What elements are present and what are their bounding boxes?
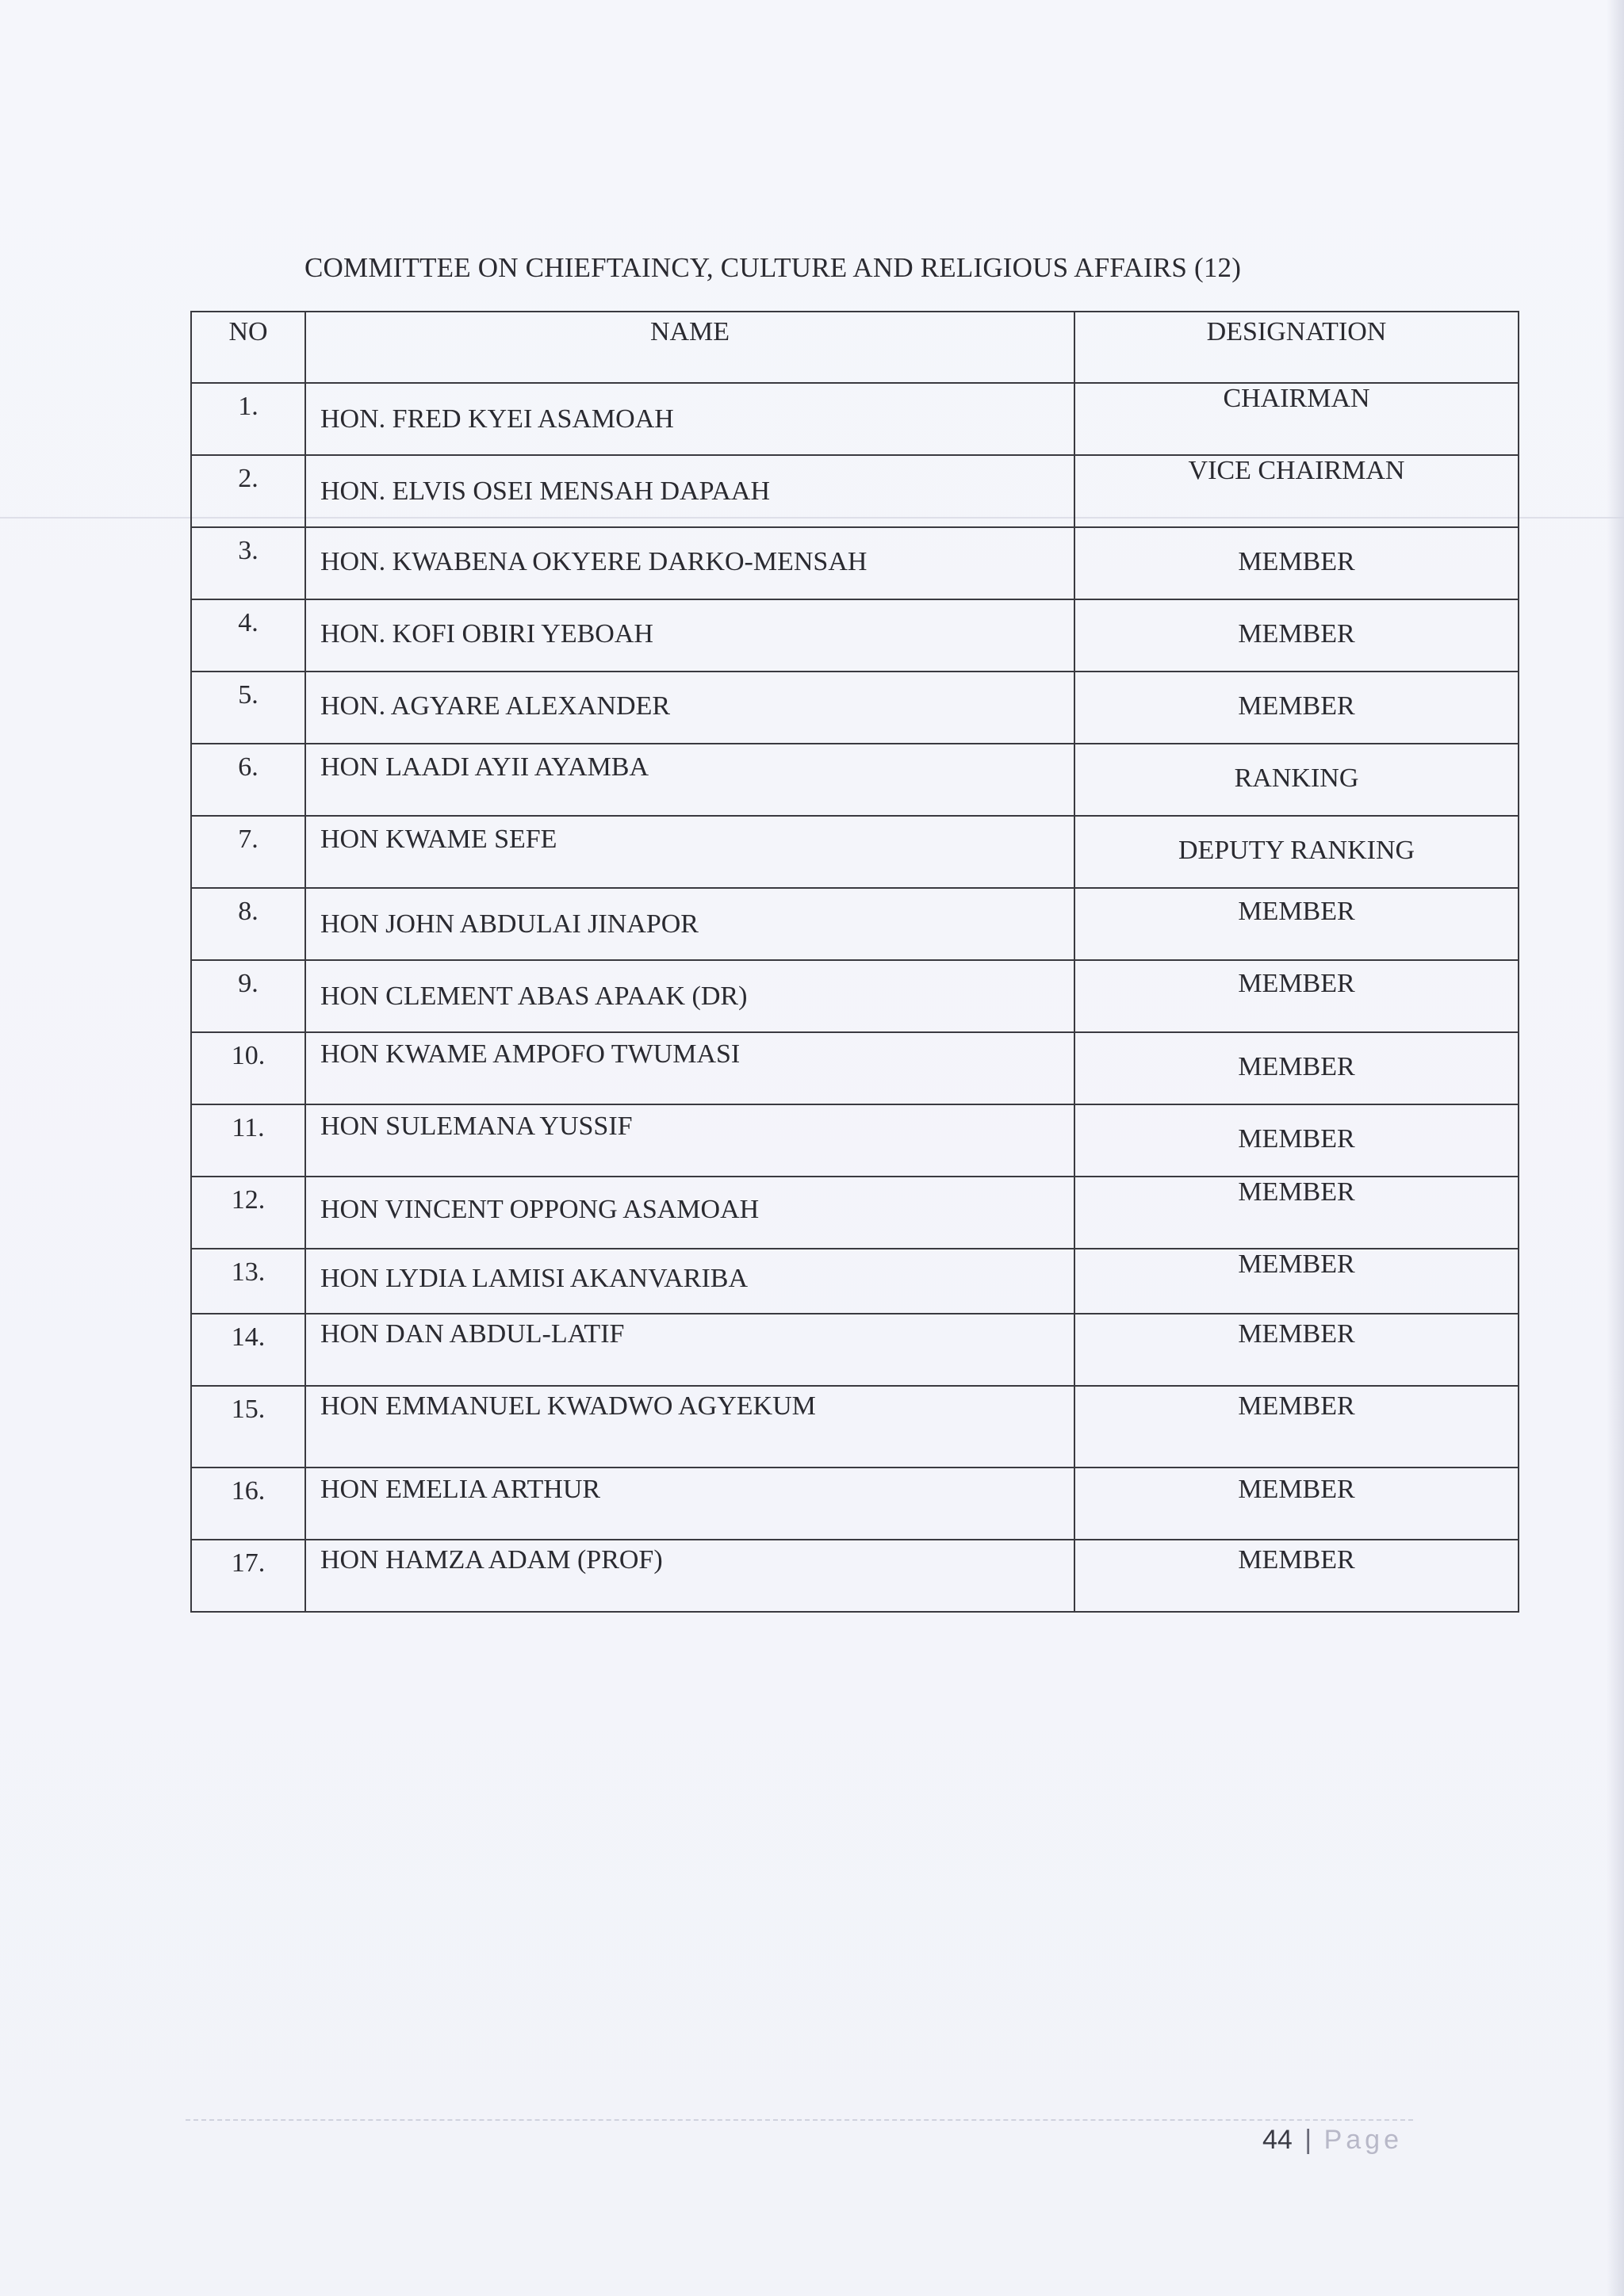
- row-number: 4.: [238, 608, 259, 637]
- table-row: [191, 888, 1519, 960]
- page-title: COMMITTEE ON CHIEFTAINCY, CULTURE AND RELIGIOUS AFFAIRS (12): [304, 252, 1242, 283]
- committee-table: [190, 311, 1519, 1613]
- member-name: HON. FRED KYEI ASAMOAH: [320, 404, 674, 434]
- row-number: 17.: [231, 1548, 266, 1578]
- row-number: 13.: [231, 1257, 266, 1287]
- table-row: [191, 1177, 1519, 1249]
- row-number: 14.: [231, 1322, 266, 1352]
- table-row: [191, 960, 1519, 1032]
- member-designation: MEMBER: [1238, 1052, 1355, 1081]
- member-designation: DEPUTY RANKING: [1178, 836, 1415, 865]
- table-row: [191, 1032, 1519, 1104]
- member-name: HON CLEMENT ABAS APAAK (DR): [320, 982, 748, 1011]
- page-edge-shadow: [1607, 0, 1624, 2296]
- member-name: HON LAADI AYII AYAMBA: [320, 752, 649, 782]
- page-number-value: 44: [1262, 2125, 1293, 2155]
- table-row: [191, 1468, 1519, 1540]
- table-row: [191, 672, 1519, 744]
- header-designation: [1074, 312, 1519, 383]
- table-row: [191, 383, 1519, 455]
- page-number-separator: |: [1304, 2125, 1312, 2155]
- table-row: [191, 744, 1519, 816]
- header-designation-label: DESIGNATION: [1206, 317, 1387, 346]
- member-name: HON. KWABENA OKYERE DARKO-MENSAH: [320, 547, 868, 576]
- member-name: HON DAN ABDUL-LATIF: [320, 1319, 625, 1349]
- member-name: HON. ELVIS OSEI MENSAH DAPAAH: [320, 476, 771, 506]
- member-name: HON. AGYARE ALEXANDER: [320, 691, 671, 721]
- member-designation: MEMBER: [1238, 897, 1355, 926]
- row-number: 9.: [238, 969, 259, 998]
- row-number: 15.: [231, 1395, 266, 1424]
- page-word: Page: [1323, 2125, 1403, 2155]
- member-designation: MEMBER: [1238, 1177, 1355, 1207]
- table-row: [191, 455, 1519, 527]
- member-name: HON. KOFI OBIRI YEBOAH: [320, 619, 653, 649]
- member-name: HON EMELIA ARTHUR: [320, 1475, 601, 1504]
- row-number: 1.: [238, 392, 259, 421]
- header-name-label: NAME: [649, 317, 730, 346]
- row-number: 6.: [238, 752, 259, 782]
- table-row: [191, 816, 1519, 888]
- member-name: HON KWAME AMPOFO TWUMASI: [320, 1039, 741, 1069]
- table-row: [191, 1249, 1519, 1314]
- member-designation: MEMBER: [1238, 1124, 1355, 1154]
- row-number: 12.: [231, 1185, 266, 1215]
- row-number: 5.: [238, 680, 259, 710]
- row-number: 3.: [238, 536, 259, 565]
- member-name: HON JOHN ABDULAI JINAPOR: [320, 909, 699, 939]
- row-number: 2.: [238, 464, 259, 493]
- member-designation: CHAIRMAN: [1223, 384, 1370, 413]
- header-no-label: NO: [228, 317, 268, 346]
- row-number: 7.: [238, 825, 259, 854]
- header-row: [191, 312, 1519, 383]
- footer-divider: [186, 2119, 1413, 2121]
- member-name: HON KWAME SEFE: [320, 825, 557, 854]
- member-designation: MEMBER: [1238, 691, 1355, 721]
- table-row: [191, 599, 1519, 672]
- page-number: [1262, 2125, 1403, 2156]
- member-designation: MEMBER: [1238, 1475, 1355, 1504]
- member-name: HON HAMZA ADAM (PROF): [320, 1545, 663, 1575]
- member-designation: MEMBER: [1238, 619, 1355, 649]
- member-name: HON LYDIA LAMISI AKANVARIBA: [320, 1264, 749, 1293]
- member-designation: VICE CHAIRMAN: [1188, 456, 1405, 485]
- table-row: [191, 1104, 1519, 1177]
- header-name: [305, 312, 1074, 383]
- member-designation: RANKING: [1234, 763, 1359, 793]
- member-name: HON VINCENT OPPONG ASAMOAH: [320, 1195, 760, 1224]
- row-number: 11.: [232, 1113, 265, 1142]
- row-number: 10.: [231, 1041, 266, 1070]
- table-header: [191, 312, 1519, 383]
- member-designation: MEMBER: [1238, 1249, 1355, 1279]
- member-designation: MEMBER: [1238, 547, 1355, 576]
- table-row: [191, 1540, 1519, 1612]
- row-number: 16.: [231, 1476, 266, 1506]
- member-name: HON SULEMANA YUSSIF: [320, 1112, 633, 1141]
- member-designation: MEMBER: [1238, 1391, 1355, 1421]
- member-designation: MEMBER: [1238, 1545, 1355, 1575]
- table-row: [191, 1386, 1519, 1468]
- header-no: [191, 312, 305, 383]
- member-designation: MEMBER: [1238, 1319, 1355, 1349]
- table-row: [191, 527, 1519, 599]
- member-name: HON EMMANUEL KWADWO AGYEKUM: [320, 1391, 816, 1421]
- member-designation: MEMBER: [1238, 969, 1355, 998]
- table-row: [191, 1314, 1519, 1386]
- row-number: 8.: [238, 897, 259, 926]
